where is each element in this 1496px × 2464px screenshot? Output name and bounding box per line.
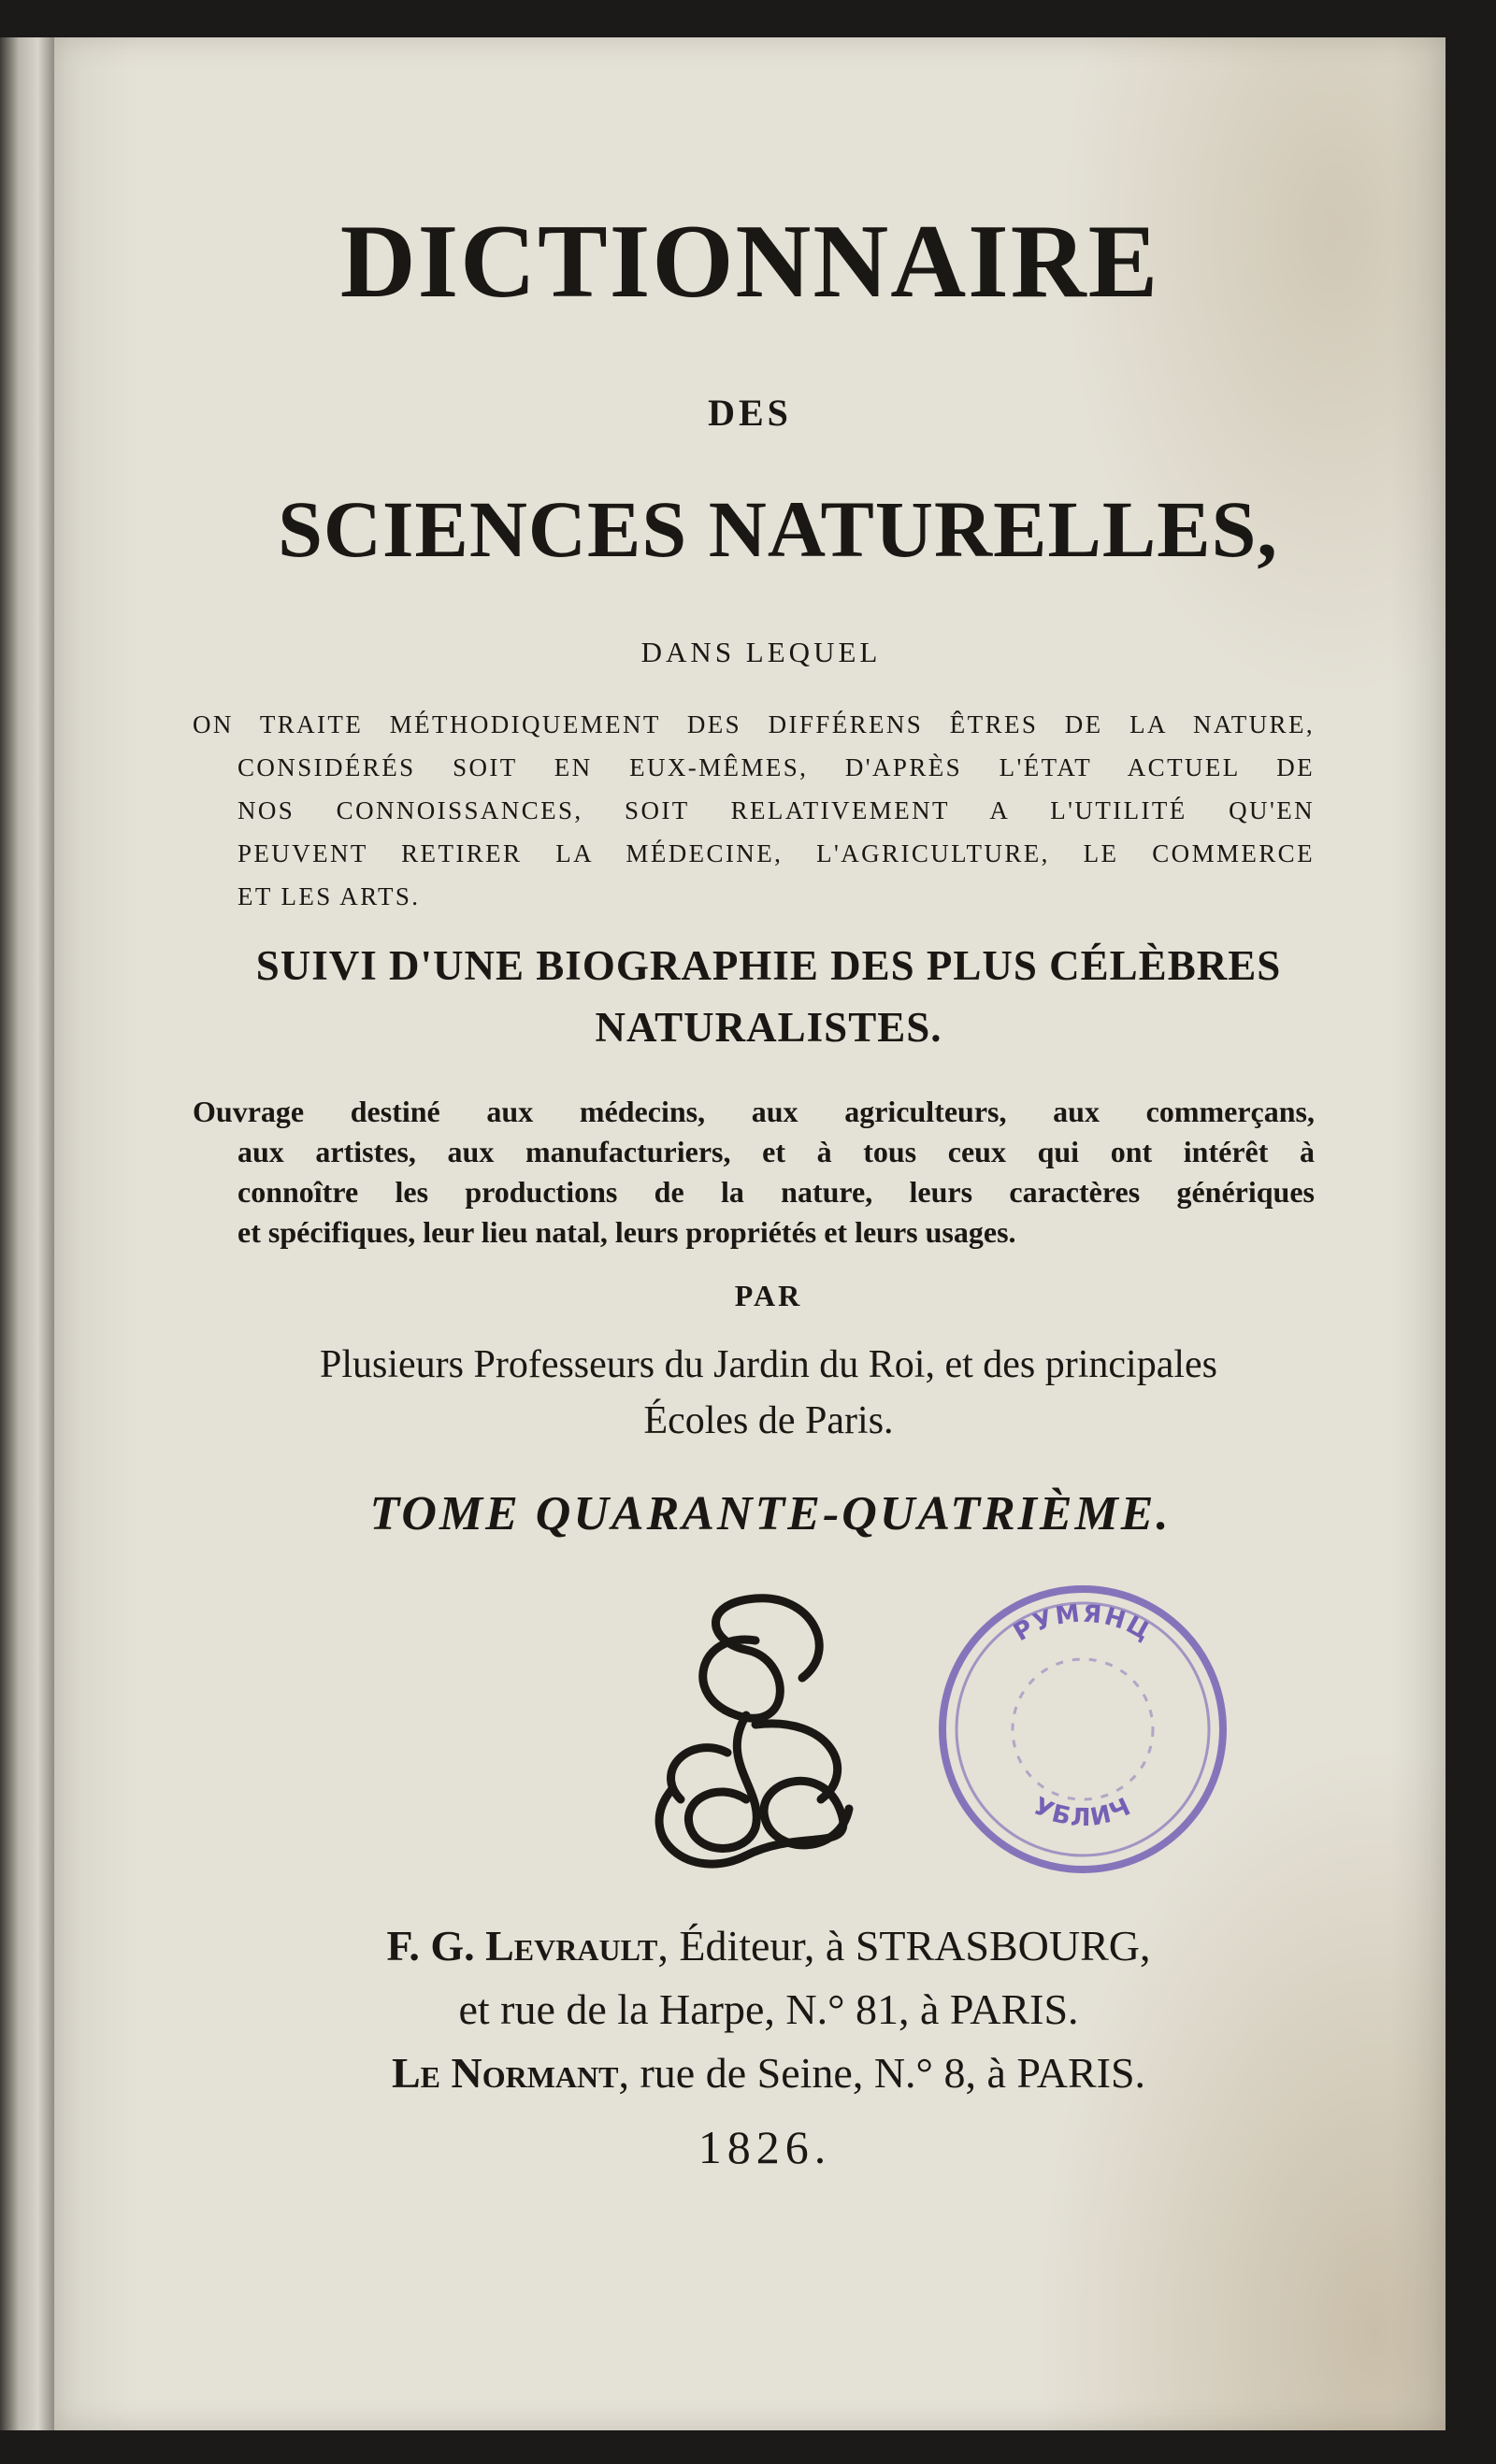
publisher-line-3-rest: , rue de Seine, N.° 8, à PARIS. bbox=[618, 2049, 1146, 2097]
ouvrage-line: Ouvrage destiné aux médecins, aux agriculteurs, aux commerçans, bbox=[193, 1095, 1315, 1128]
title-sciences-naturelles: SCIENCES NATURELLES, bbox=[278, 484, 1278, 574]
dans-lequel: DANS LEQUEL bbox=[640, 636, 882, 668]
book-binding-edge bbox=[0, 37, 54, 2430]
publication-year: 1826. bbox=[698, 2121, 832, 2173]
suivi-line: NATURALISTES. bbox=[595, 1004, 942, 1051]
description-line: NOS CONNOISSANCES, SOIT RELATIVEMENT A L'UTILITÉ QU'EN bbox=[237, 796, 1315, 824]
authors-line: Plusieurs Professeurs du Jardin du Roi, et des principales bbox=[319, 1343, 1218, 1386]
publisher-line-3 bbox=[73, 2041, 1464, 2105]
ouvrage-line: et spécifiques, leur lieu natal, leurs propriétés et leurs usages. bbox=[237, 1215, 1016, 1249]
ouvrage-paragraph bbox=[193, 1092, 1315, 1253]
publisher-line-1-rest: , Éditeur, à STRASBOURG, bbox=[657, 1922, 1151, 1970]
title-page bbox=[54, 37, 1446, 2430]
title-dictionnaire: DICTIONNAIRE bbox=[339, 204, 1160, 320]
description-line: ON TRAITE MÉTHODIQUEMENT DES DIFFÉRENS ÊTRES DE LA NATURE, bbox=[193, 710, 1315, 738]
description-paragraph bbox=[193, 703, 1315, 918]
description-line: CONSIDÉRÉS SOIT EN EUX-MÊMES, D'APRÈS L'ÉTAT ACTUEL DE bbox=[237, 753, 1315, 781]
title-des: DES bbox=[708, 392, 792, 434]
publisher-line-1 bbox=[73, 1914, 1464, 1978]
publisher-name-normant: Le Normant bbox=[391, 2049, 619, 2097]
publisher-block bbox=[73, 1914, 1464, 2105]
ouvrage-line: connoître les productions de la nature, leurs caractères génériques bbox=[237, 1175, 1315, 1209]
library-stamp-icon bbox=[924, 1570, 1242, 1888]
stamp-text-bottom: УБЛИЧ bbox=[1028, 1792, 1137, 1833]
description-line: PEUVENT RETIRER LA MÉDECINE, L'AGRICULTURE, LE COMMERCE bbox=[237, 839, 1315, 867]
description-line: ET LES ARTS. bbox=[237, 882, 421, 910]
ouvrage-line: aux artistes, aux manufacturiers, et à tous ceux qui ont intérêt à bbox=[237, 1135, 1315, 1168]
publisher-name-levrault: F. G. Levrault bbox=[386, 1922, 658, 1970]
suivi-line: SUIVI D'UNE BIOGRAPHIE DES PLUS CÉLÈBRES bbox=[255, 942, 1282, 989]
par-label: PAR bbox=[734, 1279, 803, 1312]
monogram-emblem-icon bbox=[615, 1575, 896, 1893]
authors-line: Écoles de Paris. bbox=[643, 1399, 894, 1442]
suivi-heading bbox=[73, 935, 1464, 1058]
tome-heading: TOME QUARANTE-QUATRIÈME. bbox=[369, 1487, 1172, 1540]
publisher-line-2: et rue de la Harpe, N.° 81, à PARIS. bbox=[458, 1985, 1079, 2033]
authors-block bbox=[73, 1337, 1464, 1449]
stamp-text-top: РУМЯНЦ bbox=[1009, 1599, 1157, 1648]
